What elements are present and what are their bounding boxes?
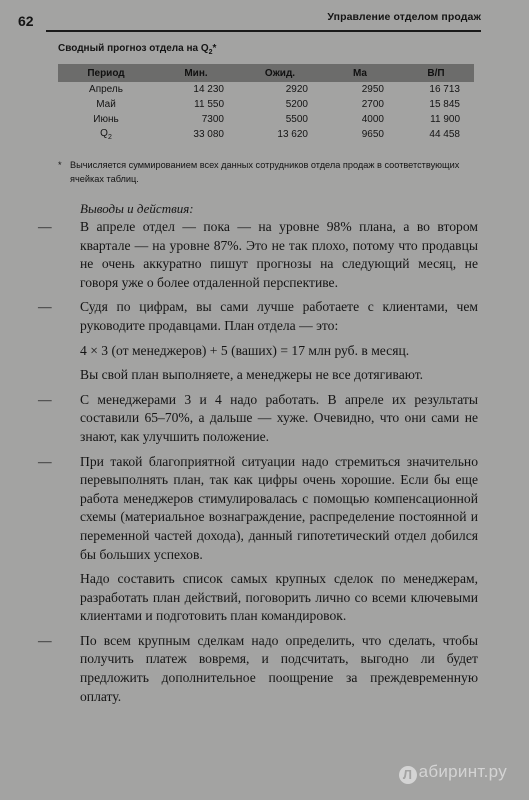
cell-period <box>58 82 154 97</box>
list-dash: — <box>38 219 52 234</box>
header-rule <box>46 30 481 32</box>
cell-ma: 2700 <box>361 99 384 110</box>
table-row <box>58 112 474 127</box>
watermark <box>399 762 507 784</box>
list-dash: — <box>38 632 52 648</box>
cell-vp: 16 713 <box>429 84 460 95</box>
cell-expected: 2920 <box>285 84 308 95</box>
list-item <box>38 632 478 706</box>
cell-ma: 4000 <box>361 114 384 125</box>
item-paragraph: Судя по цифрам, вы сами лучше работаете с клиентами, чем руководите продавцами. План отдела — это: <box>80 299 478 333</box>
list-item <box>38 298 478 384</box>
column-header-expected: Ожид. <box>238 64 322 82</box>
running-head: Управление отделом продаж <box>327 11 481 23</box>
period-label: Апрель <box>89 84 123 95</box>
cell-expected: 5500 <box>285 114 308 125</box>
list-item <box>38 218 478 292</box>
table-title <box>58 43 216 56</box>
item-paragraph: Вы свой план выполняете, а менеджеры не все дотягивают. <box>80 367 424 383</box>
cell-period <box>58 112 154 127</box>
cell-ma: 2950 <box>361 84 384 95</box>
period-label: Q <box>100 128 108 139</box>
column-header-vp: В/П <box>398 64 474 82</box>
list-item <box>38 453 478 626</box>
conclusions-list <box>38 218 478 712</box>
table-row <box>58 82 474 97</box>
cell-expected: 13 620 <box>277 129 308 140</box>
item-formula: 4 × 3 (от менеджеров) + 5 (ваших) = 17 млн руб. в месяц. <box>80 342 410 358</box>
cell-period <box>58 127 154 142</box>
cell-min: 11 550 <box>194 99 224 110</box>
cell-vp: 15 845 <box>429 99 460 110</box>
column-header-period: Период <box>58 64 154 82</box>
cell-min: 7300 <box>201 114 224 125</box>
watermark-logo-icon: Л <box>399 766 417 784</box>
cell-vp: 11 900 <box>430 114 460 125</box>
forecast-table <box>58 64 474 142</box>
period-label: Май <box>96 99 116 110</box>
cell-vp: 44 458 <box>429 129 460 140</box>
cell-expected: 5200 <box>285 99 308 110</box>
table-header-row <box>58 64 474 82</box>
table-row <box>58 127 474 142</box>
cell-period <box>58 97 154 112</box>
column-header-min: Мин. <box>154 64 238 82</box>
cell-min: 33 080 <box>193 129 224 140</box>
item-paragraph: По всем крупным сделкам надо определить, что сделать, чтобы получить платеж вовремя, и подсчитать, выгодно ли будет предложить дополнительное поощрение за преждевременную оплату. <box>80 632 478 704</box>
item-paragraph: В апреле отдел — пока — на уровне 98% плана, а во втором квартале — на уровне 87%. Это не так плохо, потому что продавцы не очень аккуратно пишут прогнозы на следующий месяц, не говоря уже о более отдаленной перспективе. <box>80 219 478 290</box>
footnote-text: Вычисляется суммированием всех данных сотрудников отдела продаж в соответствующих ячейках таблиц. <box>70 160 460 184</box>
table-title-subscript: 2 <box>208 49 213 56</box>
period-label: Июнь <box>93 114 119 125</box>
footnote-mark: * <box>58 160 62 170</box>
list-dash: — <box>38 453 52 469</box>
item-paragraph: Надо составить список самых крупных сделок по менеджерам, разработать план действий, поговорить лично со всеми ключевыми клиентами и подготовить план командировок. <box>80 571 478 624</box>
watermark-text: абиринт.ру <box>418 762 507 781</box>
item-paragraph: При такой благоприятной ситуации надо стремиться значительно перевыполнять план, так как цифры очень хорошие. Если бы еще работа менеджеров стимулировалась с помощью компенсационной схемы (материальное вознаграждение, распределение постоянной и переменной частей дохода), данный гипотетический отдел добился бы больших успехов. <box>80 453 478 562</box>
item-paragraph: С менеджерами 3 и 4 надо работать. В апреле их результаты составили 65–70%, а дальше — хуже. Очевидно, что они сами не знают, как улучшить положение. <box>80 391 478 444</box>
cell-ma: 9650 <box>361 129 384 140</box>
table-title-text: Сводный прогноз отдела на Q <box>58 43 209 54</box>
table-row <box>58 97 474 112</box>
list-dash: — <box>38 299 52 315</box>
list-item <box>38 391 478 447</box>
column-header-ma: Ма <box>322 64 398 82</box>
table-title-star: * <box>212 43 217 54</box>
page-number: 62 <box>18 13 34 29</box>
cell-min: 14 230 <box>193 84 224 95</box>
table-footnote <box>58 158 476 186</box>
page-header <box>0 0 529 34</box>
period-subscript: 2 <box>107 134 112 141</box>
section-heading: Выводы и действия: <box>80 201 194 216</box>
list-dash: — <box>38 391 52 407</box>
